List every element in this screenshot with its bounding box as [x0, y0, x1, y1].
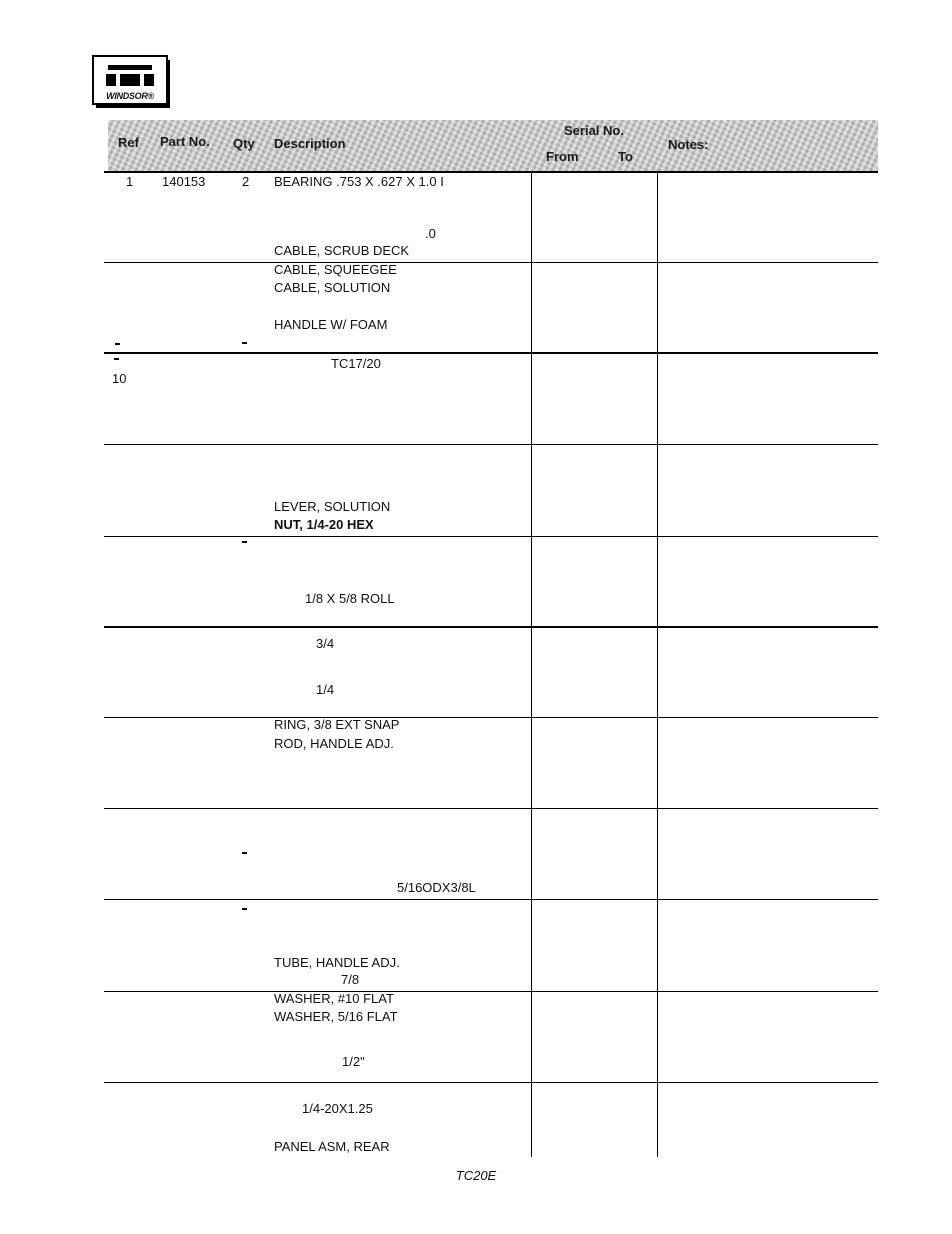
- footer-model: TC20E: [455, 1168, 497, 1183]
- header-serial-no: Serial No.: [564, 123, 624, 138]
- dash-mark: [114, 358, 119, 360]
- dash-mark: [242, 852, 247, 854]
- logo-block-left: [106, 74, 116, 86]
- table-header-band: [108, 120, 878, 171]
- description-text: WASHER, 5/16 FLAT: [274, 1009, 398, 1024]
- ref-value: 10: [112, 371, 127, 386]
- logo-text: WINDSOR®: [106, 91, 154, 101]
- row1-part-no: 140153: [162, 174, 206, 189]
- header-ref: Ref: [118, 135, 139, 150]
- description-text: CABLE, SQUEEGEE: [274, 262, 397, 277]
- description-text: 1/4-20X1.25: [302, 1101, 373, 1116]
- dash-mark: [242, 541, 247, 543]
- row-divider: [104, 626, 878, 628]
- description-text: CABLE, SCRUB DECK: [274, 243, 410, 258]
- serial-to-column-rule: [657, 172, 658, 1157]
- header-rule: [104, 171, 878, 173]
- logo-bar-top: [108, 65, 152, 70]
- row-divider: [104, 1082, 878, 1083]
- row-divider: [104, 352, 878, 354]
- header-description: Description: [274, 136, 346, 151]
- dash-mark: [115, 343, 120, 345]
- row1-description: BEARING .753 X .627 X 1.0 I: [274, 174, 444, 189]
- description-text: 7/8: [341, 972, 360, 987]
- header-from: From: [546, 149, 579, 164]
- description-text: WASHER, #10 FLAT: [274, 991, 394, 1006]
- dash-mark: [242, 908, 247, 910]
- row-divider: [104, 444, 878, 445]
- header-part-no: Part No.: [160, 134, 210, 149]
- header-to: To: [618, 149, 633, 164]
- description-text: ROD, HANDLE ADJ.: [274, 736, 394, 751]
- row1-qty: 2: [242, 174, 250, 189]
- row-divider: [104, 717, 878, 718]
- serial-from-column-rule: [531, 172, 532, 1157]
- description-text: .0: [425, 226, 436, 241]
- dash-mark: [242, 342, 247, 344]
- row-divider: [104, 991, 878, 992]
- header-qty: Qty: [233, 136, 255, 151]
- description-text: 1/4: [316, 682, 335, 697]
- row1-ref: 1: [126, 174, 134, 189]
- description-text: 1/2": [342, 1054, 365, 1069]
- description-text: PANEL ASM, REAR: [274, 1139, 390, 1154]
- description-text: TC17/20: [331, 356, 381, 371]
- row-divider: [104, 899, 878, 900]
- description-text: TUBE, HANDLE ADJ.: [274, 955, 400, 970]
- description-text: 3/4: [316, 636, 335, 651]
- description-text: 1/8 X 5/8 ROLL: [305, 591, 395, 606]
- logo-block-center: [120, 74, 140, 86]
- description-text: HANDLE W/ FOAM: [274, 317, 388, 332]
- description-text: CABLE, SOLUTION: [274, 280, 391, 295]
- windsor-logo: [92, 55, 168, 105]
- row-divider: [104, 536, 878, 537]
- logo-block-right: [144, 74, 154, 86]
- description-text: LEVER, SOLUTION: [274, 499, 391, 514]
- header-notes: Notes:: [668, 137, 709, 152]
- description-text: RING, 3/8 EXT SNAP: [274, 717, 400, 732]
- description-text: NUT, 1/4-20 HEX: [274, 517, 374, 532]
- description-text: 5/16ODX3/8L: [397, 880, 476, 895]
- row-divider: [104, 808, 878, 809]
- row-divider: [104, 262, 878, 263]
